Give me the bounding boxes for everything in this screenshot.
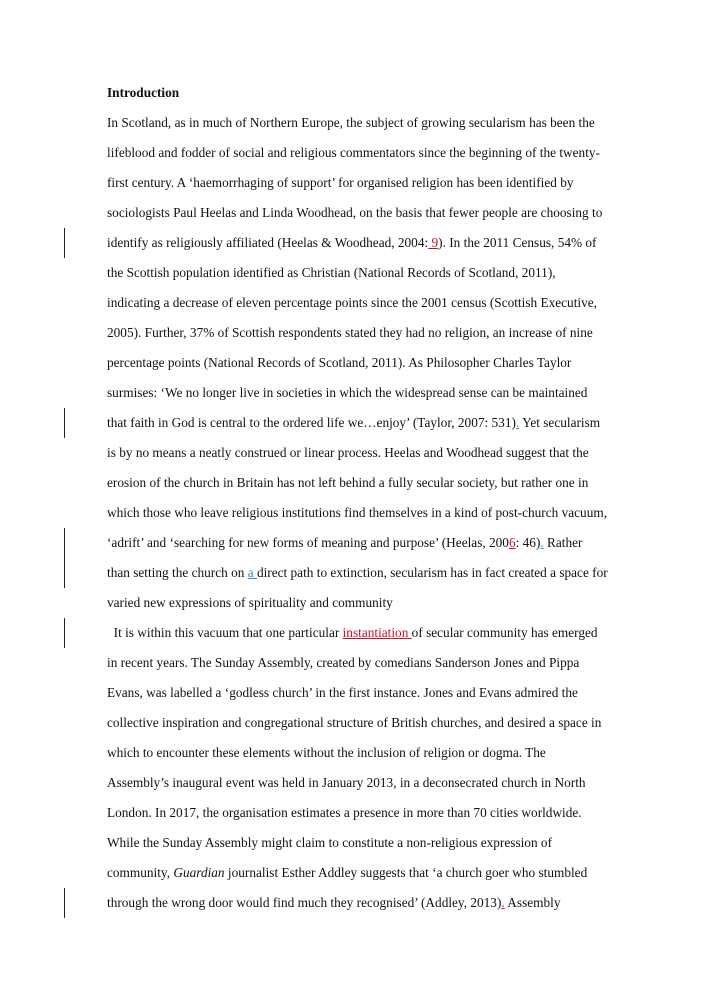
text-run: which those who leave religious institutions find themselves in a kind of post-church vacuum, [107, 505, 608, 520]
text-run: In Scotland, as in much of Northern Europe, the subject of growing secularism has been the [107, 115, 595, 130]
text-line [107, 204, 602, 222]
tracked-insertion: . [501, 895, 505, 910]
tracked-insertion: . [540, 535, 544, 550]
change-bar [64, 528, 65, 558]
text-run: 2005). Further, 37% of Scottish respondents stated they had no religion, an increase of nine [107, 325, 593, 340]
text-run: ‘adrift’ and ‘searching for new forms of meaning and purpose’ (Heelas, 200 [107, 535, 509, 550]
text-line [107, 504, 607, 522]
text-run: than setting the church on [107, 565, 248, 580]
text-run: in recent years. The Sunday Assembly, created by comedians Sanderson Jones and Pippa [107, 655, 580, 670]
text-run: While the Sunday Assembly might claim to constitute a non-religious expression of [107, 835, 553, 850]
text-line [107, 114, 595, 132]
text-line [107, 624, 598, 642]
text-run: It is within this vacuum that one particular [107, 625, 343, 640]
text-run: first century. A ‘haemorrhaging of support’ for organised religion has been identified by [107, 175, 574, 190]
text-run: is by no means a neatly construed or linear process. Heelas and Woodhead suggest that the [107, 445, 589, 460]
text-run: journalist Esther Addley suggests that ‘a church goer who stumbled [224, 865, 588, 880]
tracked-insertion: 9 [428, 235, 439, 250]
tracked-insertion: . [515, 415, 520, 430]
italic-text: Guardian [173, 865, 225, 880]
text-run: ). In the 2011 Census, 54% of [438, 235, 597, 250]
section-heading: Introduction [107, 85, 180, 100]
text-run: indicating a decrease of eleven percentage points since the 2001 census (Scottish Executive, [107, 295, 597, 310]
change-bar [64, 228, 65, 258]
text-run: of secular community has emerged [411, 625, 598, 640]
text-line [107, 474, 588, 492]
text-run: Assembly’s inaugural event was held in January 2013, in a deconsecrated church in North [107, 775, 586, 790]
text-run: lifeblood and fodder of social and religious commentators since the beginning of the twenty- [107, 145, 600, 160]
change-bar [64, 408, 65, 438]
text-run: erosion of the church in Britain has not left behind a fully secular society, but rather one in [107, 475, 589, 490]
text-line [107, 594, 393, 612]
text-line [107, 174, 574, 192]
text-run: Assembly [504, 895, 561, 910]
text-line [107, 264, 556, 282]
text-line [107, 744, 546, 762]
text-line [107, 864, 587, 882]
text-line [107, 714, 601, 732]
text-run: Rather [543, 535, 583, 550]
text-line [107, 894, 561, 912]
text-line [107, 564, 608, 582]
text-run: : 46) [515, 535, 541, 550]
text-line [107, 144, 600, 162]
text-run: through the wrong door would find much they recognised’ (Addley, 2013) [107, 895, 502, 910]
text-run: Evans, was labelled a ‘godless church’ in the first instance. Jones and Evans admired the [107, 685, 578, 700]
text-run: surmises: ‘We no longer live in societies in which the widespread sense can be maintained [107, 385, 588, 400]
text-line [107, 534, 582, 552]
text-run: Yet secularism [519, 415, 601, 430]
tracked-insertion: 6 [508, 535, 516, 550]
text-line [107, 804, 582, 822]
text-line [107, 444, 589, 462]
text-line [107, 684, 578, 702]
text-line [107, 324, 593, 342]
text-run: varied new expressions of spirituality and community [107, 595, 393, 610]
text-run: collective inspiration and congregational structure of British churches, and desired a space in [107, 715, 602, 730]
tracked-insertion: a [247, 565, 257, 580]
text-line [107, 774, 586, 792]
text-line [107, 834, 552, 852]
change-bar [64, 618, 65, 648]
text-run: sociologists Paul Heelas and Linda Woodhead, on the basis that fewer people are choosing to [107, 205, 603, 220]
text-line [107, 294, 597, 312]
change-bar [64, 888, 65, 918]
text-run: London. In 2017, the organisation estimates a presence in more than 70 cities worldwide. [107, 805, 582, 820]
text-run: that faith in God is central to the ordered life we…enjoy’ (Taylor, 2007: 531) [107, 415, 516, 430]
tracked-insertion: instantiation [342, 625, 412, 640]
text-line [107, 414, 600, 432]
text-run: the Scottish population identified as Christian (National Records of Scotland, 2011), [107, 265, 556, 280]
text-run: community, [107, 865, 174, 880]
text-line [107, 354, 571, 372]
text-run: percentage points (National Records of Scotland, 2011). As Philosopher Charles Taylor [107, 355, 572, 370]
text-run: which to encounter these elements without the inclusion of religion or dogma. The [107, 745, 546, 760]
text-run: identify as religiously affiliated (Heelas & Woodhead, 2004: [107, 235, 429, 250]
change-bar [64, 558, 65, 588]
text-line [107, 384, 587, 402]
text-line [107, 234, 596, 252]
text-run: direct path to extinction, secularism has in fact created a space for [256, 565, 608, 580]
text-line [107, 654, 579, 672]
